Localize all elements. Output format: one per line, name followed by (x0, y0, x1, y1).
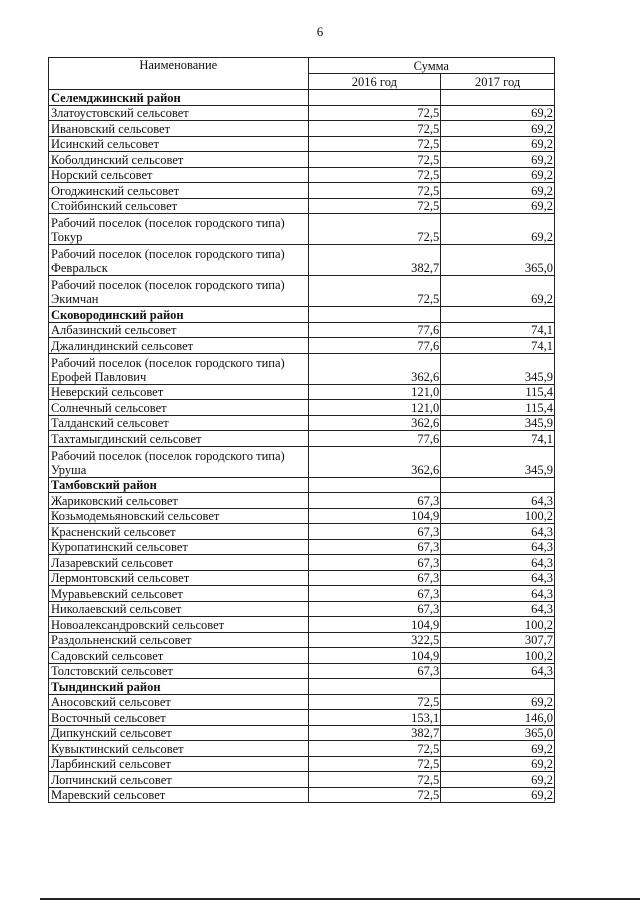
table-row (49, 415, 555, 431)
table-row (49, 741, 555, 757)
table-row (49, 338, 555, 354)
settlement-name: Рабочий поселок (поселок городского типа) Токур (49, 214, 309, 245)
settlement-name: Стойбинский сельсовет (49, 198, 309, 214)
table-body (49, 90, 555, 803)
header-year-2016: 2016 год (308, 74, 441, 90)
settlement-name: Жариковский сельсовет (49, 493, 309, 509)
value-2016 (308, 477, 441, 493)
district-row (49, 679, 555, 695)
value-2017: 64,3 (441, 570, 555, 586)
table-row (49, 384, 555, 400)
value-2017: 64,3 (441, 586, 555, 602)
value-2017: 345,9 (441, 415, 555, 431)
value-2017: 69,2 (441, 198, 555, 214)
table-row (49, 586, 555, 602)
district-name: Тындинский район (49, 679, 309, 695)
value-2017: 74,1 (441, 322, 555, 338)
settlement-name: Златоустовский сельсовет (49, 105, 309, 121)
settlement-name: Коболдинский сельсовет (49, 152, 309, 168)
settlement-name: Толстовский сельсовет (49, 663, 309, 679)
value-2016: 72,5 (308, 152, 441, 168)
header-year-2017: 2017 год (441, 74, 555, 90)
table-row (49, 694, 555, 710)
value-2017: 64,3 (441, 555, 555, 571)
value-2017: 69,2 (441, 276, 555, 307)
table-row (49, 524, 555, 540)
value-2017: 69,2 (441, 694, 555, 710)
table-row (49, 617, 555, 633)
value-2017: 69,2 (441, 183, 555, 199)
settlement-name: Николаевский сельсовет (49, 601, 309, 617)
settlement-name: Новоалександровский сельсовет (49, 617, 309, 633)
value-2016: 121,0 (308, 400, 441, 416)
value-2016 (308, 679, 441, 695)
settlement-name: Куропатинский сельсовет (49, 539, 309, 555)
value-2017: 74,1 (441, 431, 555, 447)
value-2016: 72,5 (308, 787, 441, 803)
table-row (49, 183, 555, 199)
value-2016: 67,3 (308, 539, 441, 555)
value-2017: 100,2 (441, 617, 555, 633)
value-2017: 365,0 (441, 245, 555, 276)
value-2016: 72,5 (308, 694, 441, 710)
settlement-name: Кувыктинский сельсовет (49, 741, 309, 757)
settlement-name: Норский сельсовет (49, 167, 309, 183)
value-2016: 104,9 (308, 617, 441, 633)
value-2016: 121,0 (308, 384, 441, 400)
value-2017: 64,3 (441, 524, 555, 540)
table-row (49, 772, 555, 788)
value-2016: 104,9 (308, 508, 441, 524)
value-2017: 64,3 (441, 539, 555, 555)
table-row (49, 431, 555, 447)
table-row (49, 276, 555, 307)
settlement-name: Аносовский сельсовет (49, 694, 309, 710)
table-row (49, 632, 555, 648)
value-2016: 67,3 (308, 570, 441, 586)
value-2016 (308, 90, 441, 106)
value-2016: 72,5 (308, 741, 441, 757)
settlement-name: Дипкунский сельсовет (49, 725, 309, 741)
header-sum: Сумма (308, 58, 554, 74)
district-row (49, 90, 555, 106)
value-2017: 74,1 (441, 338, 555, 354)
value-2017 (441, 307, 555, 323)
value-2017: 64,3 (441, 493, 555, 509)
header-name: Наименование (49, 58, 309, 90)
settlement-name: Козьмодемьяновский сельсовет (49, 508, 309, 524)
value-2017: 146,0 (441, 710, 555, 726)
value-2016: 77,6 (308, 431, 441, 447)
value-2017: 115,4 (441, 400, 555, 416)
value-2016: 77,6 (308, 322, 441, 338)
table-header (49, 58, 555, 90)
table-row (49, 152, 555, 168)
value-2017: 345,9 (441, 353, 555, 384)
allocation-table (48, 57, 555, 803)
settlement-name: Рабочий поселок (поселок городского типа) Уруша (49, 446, 309, 477)
value-2016: 67,3 (308, 493, 441, 509)
value-2017 (441, 90, 555, 106)
table-row (49, 400, 555, 416)
value-2016: 72,5 (308, 105, 441, 121)
table-row (49, 663, 555, 679)
settlement-name: Рабочий поселок (поселок городского типа) Экимчан (49, 276, 309, 307)
table-row (49, 570, 555, 586)
settlement-name: Лопчинский сельсовет (49, 772, 309, 788)
value-2017: 345,9 (441, 446, 555, 477)
table-row (49, 725, 555, 741)
settlement-name: Неверский сельсовет (49, 384, 309, 400)
value-2016: 77,6 (308, 338, 441, 354)
settlement-name: Раздольненский сельсовет (49, 632, 309, 648)
value-2017: 64,3 (441, 601, 555, 617)
settlement-name: Ларбинский сельсовет (49, 756, 309, 772)
table-row (49, 493, 555, 509)
value-2016: 382,7 (308, 245, 441, 276)
value-2016: 67,3 (308, 663, 441, 679)
value-2017: 100,2 (441, 508, 555, 524)
value-2016: 382,7 (308, 725, 441, 741)
value-2017 (441, 679, 555, 695)
table-row (49, 167, 555, 183)
value-2017: 69,2 (441, 756, 555, 772)
value-2017: 69,2 (441, 136, 555, 152)
value-2017: 69,2 (441, 214, 555, 245)
settlement-name: Красненский сельсовет (49, 524, 309, 540)
value-2017: 64,3 (441, 663, 555, 679)
value-2016: 322,5 (308, 632, 441, 648)
page-number: 6 (316, 24, 324, 39)
settlement-name: Муравьевский сельсовет (49, 586, 309, 602)
value-2017: 365,0 (441, 725, 555, 741)
value-2017 (441, 477, 555, 493)
settlement-name: Рабочий поселок (поселок городского типа) Февральск (49, 245, 309, 276)
settlement-name: Албазинский сельсовет (49, 322, 309, 338)
value-2016: 67,3 (308, 601, 441, 617)
value-2016: 362,6 (308, 415, 441, 431)
settlement-name: Ивановский сельсовет (49, 121, 309, 137)
value-2017: 69,2 (441, 772, 555, 788)
settlement-name: Маревский сельсовет (49, 787, 309, 803)
value-2016: 72,5 (308, 276, 441, 307)
table-row (49, 756, 555, 772)
district-row (49, 307, 555, 323)
value-2016 (308, 307, 441, 323)
table-row (49, 322, 555, 338)
table-row (49, 508, 555, 524)
value-2017: 69,2 (441, 105, 555, 121)
settlement-name: Талданский сельсовет (49, 415, 309, 431)
settlement-name: Джалиндинский сельсовет (49, 338, 309, 354)
district-name: Тамбовский район (49, 477, 309, 493)
settlement-name: Лермонтовский сельсовет (49, 570, 309, 586)
value-2016: 72,5 (308, 214, 441, 245)
value-2016: 72,5 (308, 772, 441, 788)
settlement-name: Садовский сельсовет (49, 648, 309, 664)
settlement-name: Тахтамыгдинский сельсовет (49, 431, 309, 447)
settlement-name: Восточный сельсовет (49, 710, 309, 726)
district-row (49, 477, 555, 493)
value-2016: 362,6 (308, 353, 441, 384)
table-row (49, 710, 555, 726)
value-2017: 69,2 (441, 121, 555, 137)
table-row (49, 787, 555, 803)
value-2016: 72,5 (308, 136, 441, 152)
value-2016: 104,9 (308, 648, 441, 664)
value-2017: 69,2 (441, 167, 555, 183)
value-2016: 67,3 (308, 586, 441, 602)
district-name: Селемджинский район (49, 90, 309, 106)
table-row (49, 446, 555, 477)
value-2016: 72,5 (308, 121, 441, 137)
table-row (49, 555, 555, 571)
value-2016: 67,3 (308, 555, 441, 571)
value-2016: 72,5 (308, 756, 441, 772)
table-row (49, 121, 555, 137)
settlement-name: Солнечный сельсовет (49, 400, 309, 416)
settlement-name: Рабочий поселок (поселок городского типа) Ерофей Павлович (49, 353, 309, 384)
value-2016: 362,6 (308, 446, 441, 477)
table-row (49, 648, 555, 664)
table-row (49, 353, 555, 384)
table-row (49, 601, 555, 617)
table-row (49, 214, 555, 245)
value-2016: 72,5 (308, 183, 441, 199)
table-row (49, 105, 555, 121)
value-2016: 72,5 (308, 198, 441, 214)
district-name: Сковородинский район (49, 307, 309, 323)
value-2017: 115,4 (441, 384, 555, 400)
table-row (49, 245, 555, 276)
value-2016: 67,3 (308, 524, 441, 540)
value-2017: 307,7 (441, 632, 555, 648)
settlement-name: Огоджинский сельсовет (49, 183, 309, 199)
page-bottom-line (40, 898, 640, 900)
value-2017: 69,2 (441, 741, 555, 757)
value-2016: 72,5 (308, 167, 441, 183)
value-2017: 100,2 (441, 648, 555, 664)
settlement-name: Лазаревский сельсовет (49, 555, 309, 571)
table-row (49, 539, 555, 555)
value-2016: 153,1 (308, 710, 441, 726)
table-row (49, 136, 555, 152)
value-2017: 69,2 (441, 152, 555, 168)
value-2017: 69,2 (441, 787, 555, 803)
table-row (49, 198, 555, 214)
settlement-name: Исинский сельсовет (49, 136, 309, 152)
